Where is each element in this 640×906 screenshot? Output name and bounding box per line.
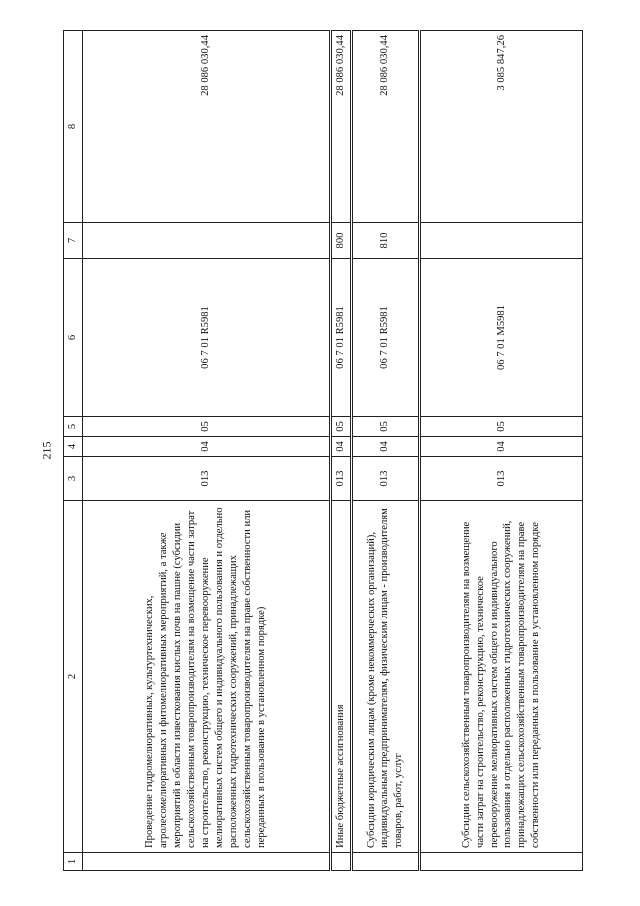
row-index-cell <box>331 853 352 871</box>
ministry-code-cell: 013 <box>331 457 352 501</box>
description-cell: Субсидии сельскохозяйственным товаропроизводителям на возмещение части затрат на строительство, реконструкцию, техническое перевооружение мелиоративных систем общего и индивидуального пользования и отдельно расположенных гидротехнических сооружений, принадлежащих сельскохозяйственным товаропроизводителям на праве собственности или переданных в пользование в установленном порядке <box>419 501 582 853</box>
subsection-code-cell: 05 <box>331 417 352 437</box>
ministry-code-cell: 013 <box>419 457 582 501</box>
amount-cell: 28 086 030,44 <box>83 31 331 223</box>
target-article-cell: 06 7 01 M5981 <box>419 259 582 417</box>
row-index-cell <box>419 853 582 871</box>
ministry-code-cell: 013 <box>83 457 331 501</box>
section-code-cell: 04 <box>351 437 419 457</box>
expense-type-cell <box>419 223 582 259</box>
amount-cell: 28 086 030,44 <box>331 31 352 223</box>
description-cell: Иные бюджетные ассигнования <box>331 501 352 853</box>
expense-type-cell: 810 <box>351 223 419 259</box>
header-cell: 5 <box>64 417 83 437</box>
subsection-code-cell: 05 <box>419 417 582 437</box>
amount-cell: 3 085 847,26 <box>419 31 582 223</box>
expense-type-cell <box>83 223 331 259</box>
budget-table <box>63 30 583 871</box>
header-cell: 8 <box>64 31 83 223</box>
header-cell: 4 <box>64 437 83 457</box>
description-cell: Проведение гидромелиоративных, культуртехнических, агролесомелиоративных и фитомелиоративных мероприятий, а также мероприятий в области известкования кислых почв на пашне (субсидии сельскохозяйственным товаропроизводителям на возмещение части затрат на строительство, реконструкцию, техническое перевооружение мелиоративных систем общего и индивидуального пользования и отдельно расположенных гидротехнических сооружений, принадлежащих сельскохозяйственным товаропроизводителям на праве собственности или переданных в пользование в установленном порядке) <box>83 501 331 853</box>
header-row <box>64 31 83 871</box>
row-index-cell <box>351 853 419 871</box>
row-index-cell <box>83 853 331 871</box>
header-cell: 6 <box>64 259 83 417</box>
table-row <box>351 31 419 871</box>
section-code-cell: 04 <box>83 437 331 457</box>
expense-type-cell: 800 <box>331 223 352 259</box>
table-row <box>419 31 582 871</box>
rotated-table-container <box>63 31 583 871</box>
ministry-code-cell: 013 <box>351 457 419 501</box>
header-cell: 7 <box>64 223 83 259</box>
target-article-cell: 06 7 01 R5981 <box>351 259 419 417</box>
header-cell: 2 <box>64 501 83 853</box>
target-article-cell: 06 7 01 R5981 <box>331 259 352 417</box>
table-row <box>331 31 352 871</box>
header-cell: 3 <box>64 457 83 501</box>
table-row <box>83 31 331 871</box>
section-code-cell: 04 <box>419 437 582 457</box>
subsection-code-cell: 05 <box>83 417 331 437</box>
section-code-cell: 04 <box>331 437 352 457</box>
subsection-code-cell: 05 <box>351 417 419 437</box>
target-article-cell: 06 7 01 R5981 <box>83 259 331 417</box>
amount-cell: 28 086 030,44 <box>351 31 419 223</box>
description-cell: Субсидии юридическим лицам (кроме некоммерческих организаций), индивидуальным предпринимателям, физическим лицам - производителям товаров, работ, услуг <box>351 501 419 853</box>
header-cell: 1 <box>64 853 83 871</box>
page-number: 215 <box>39 441 54 460</box>
